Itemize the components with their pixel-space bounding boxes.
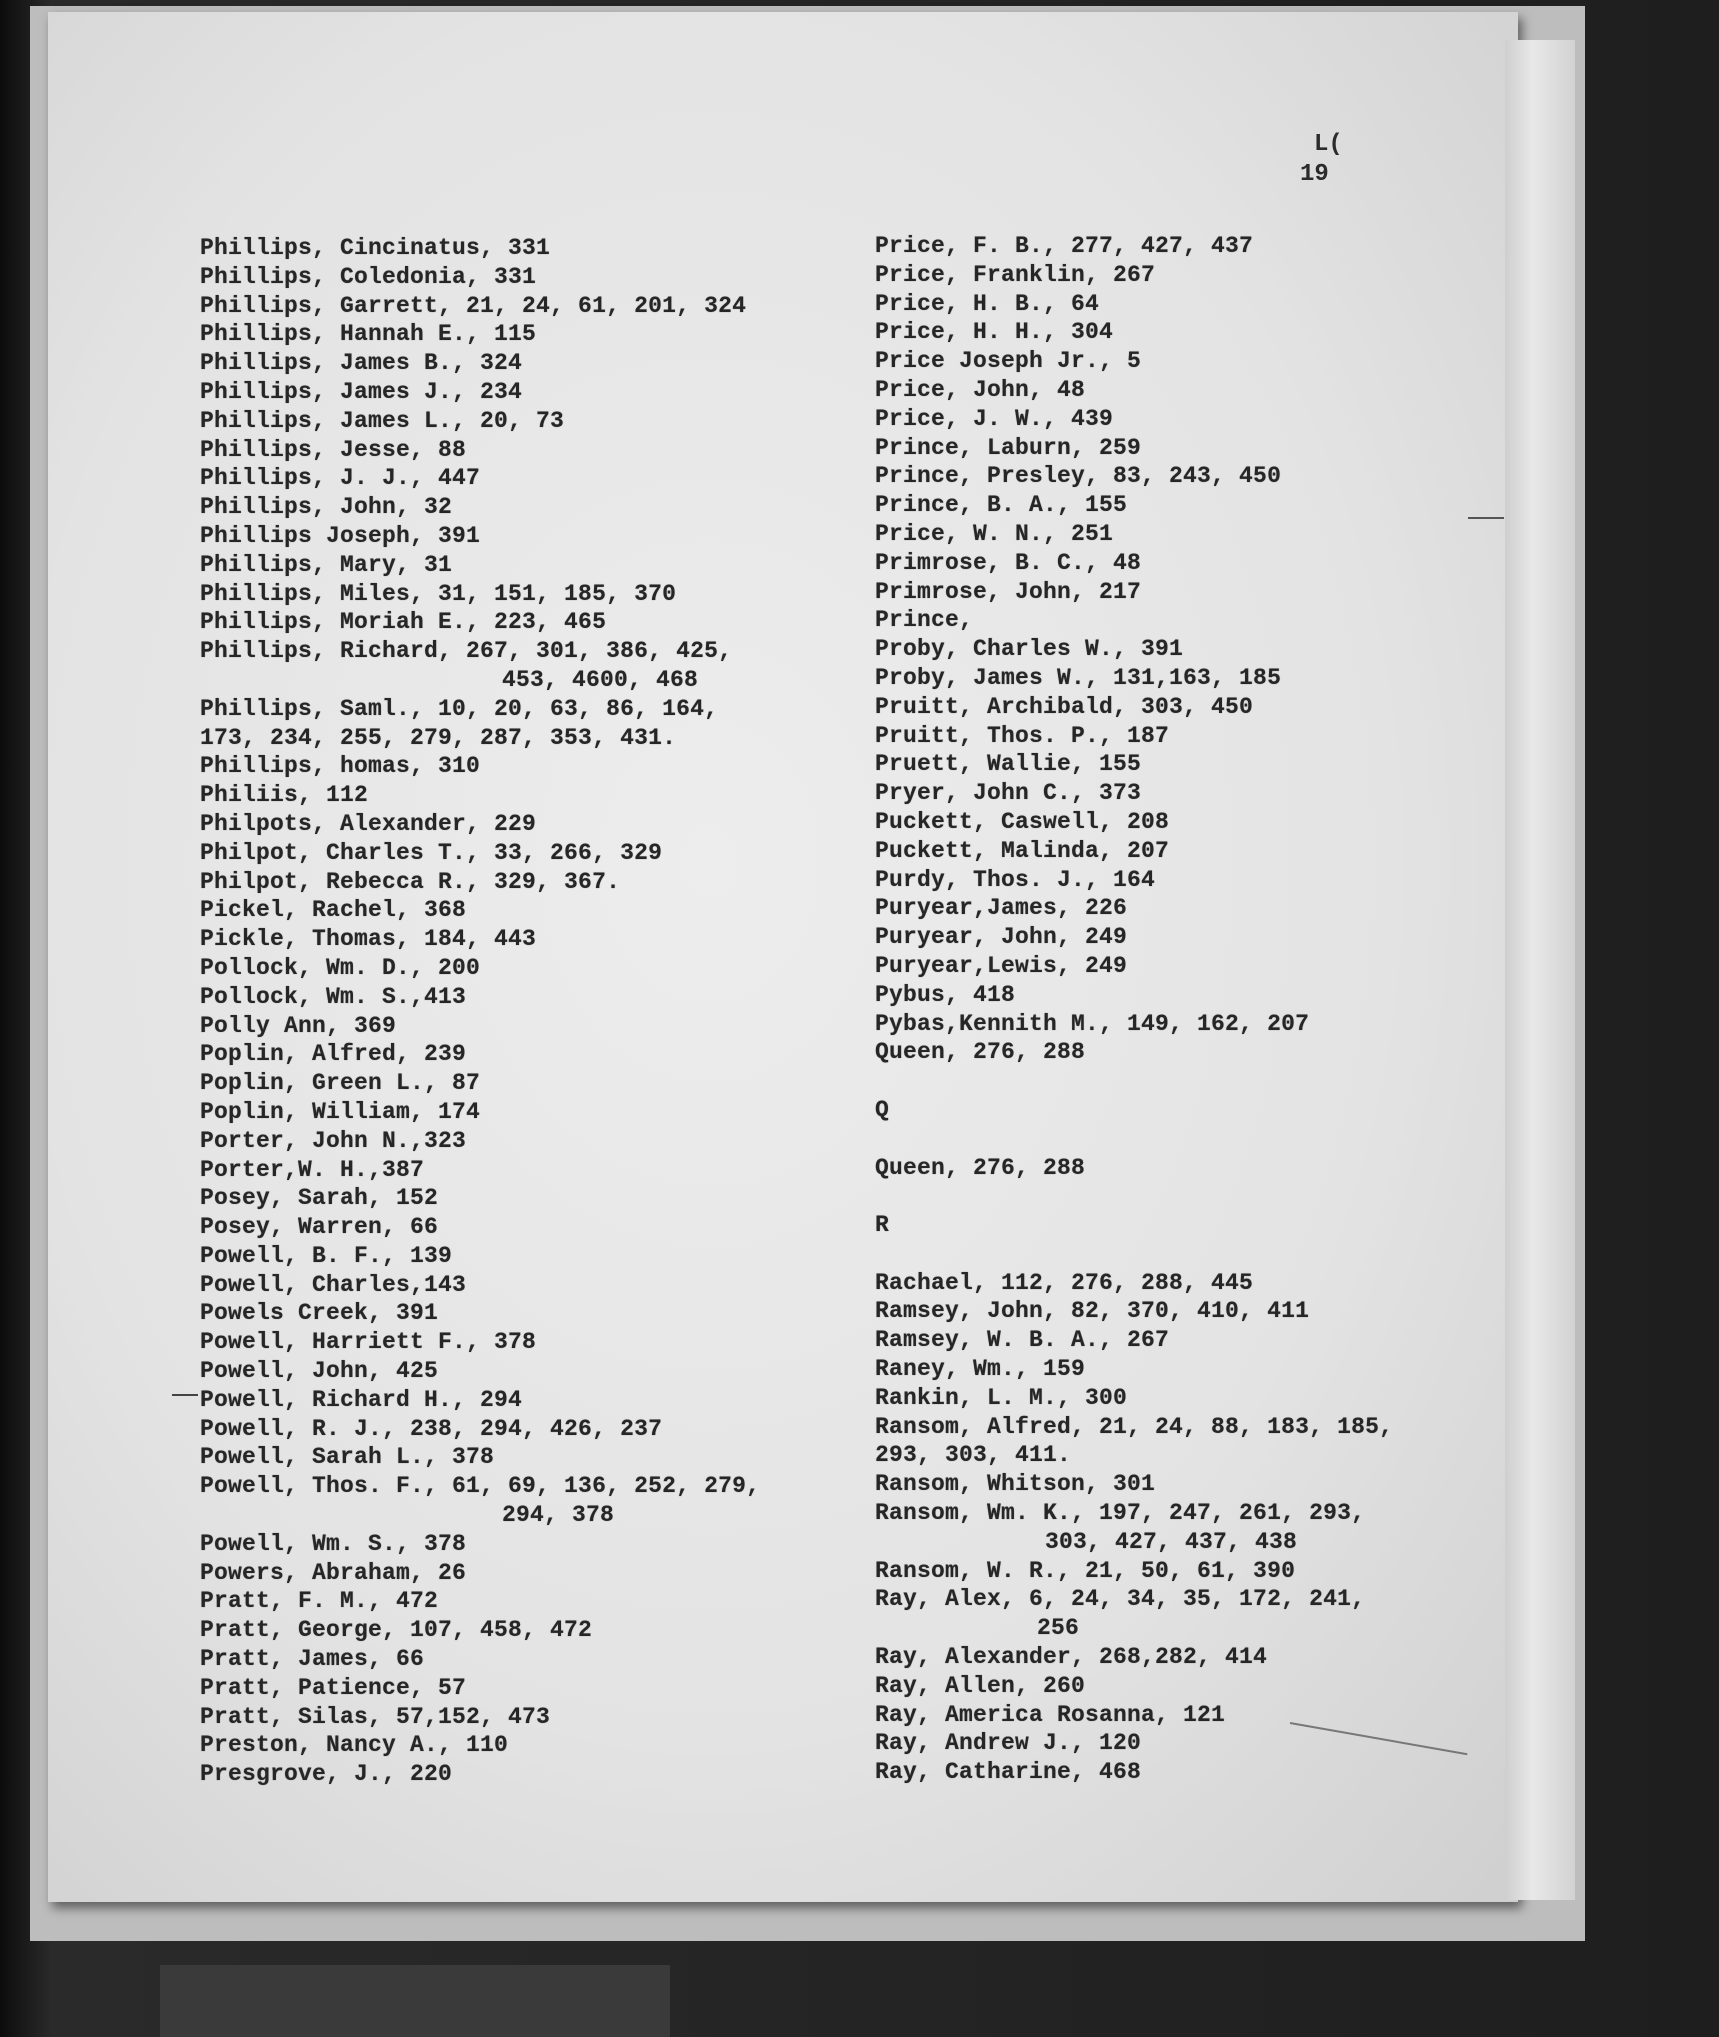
film-strip-gap	[160, 1965, 670, 2037]
index-entry: Ramsey, W. B. A., 267	[875, 1327, 1170, 1354]
index-entry: Price, J. W., 439	[875, 405, 1114, 432]
index-entry: Poplin, William, 174	[200, 1098, 481, 1125]
index-entry: Puckett, Malinda, 207	[875, 837, 1170, 864]
index-entry: Phillips, James L., 20, 73	[200, 407, 565, 434]
index-entry: Pickel, Rachel, 368	[200, 897, 467, 924]
index-entry: Primrose, John, 217	[875, 578, 1142, 605]
index-entry: Ramsey, John, 82, 370, 410, 411	[875, 1298, 1310, 1325]
index-entry: Phillips, Coledonia, 331	[200, 263, 537, 290]
index-entry: Price, H. B., 64	[875, 290, 1100, 317]
index-entry: Powers, Abraham, 26	[200, 1559, 467, 1586]
index-entry: Pybas,Kennith M., 149, 162, 207	[875, 1010, 1310, 1037]
index-entry: Pybus, 418	[875, 981, 1016, 1008]
index-entry: Phillips, Saml., 10, 20, 63, 86, 164,	[200, 695, 719, 722]
index-entry: Q	[875, 1096, 890, 1123]
index-entry: Pratt, Silas, 57,152, 473	[200, 1703, 551, 1730]
index-entry: Puryear,James, 226	[875, 895, 1128, 922]
index-entry: Phillips, Miles, 31, 151, 185, 370	[200, 580, 677, 607]
index-entry: Ray, Alex, 6, 24, 34, 35, 172, 241,	[875, 1586, 1366, 1613]
page-number-value: 19	[1300, 161, 1329, 188]
index-entry: Porter,W. H.,387	[200, 1156, 425, 1183]
index-entry: Queen, 276, 288	[875, 1039, 1086, 1066]
index-column-right	[875, 232, 1475, 1787]
index-entry: Puckett, Caswell, 208	[875, 808, 1170, 835]
index-entry: Price, W. N., 251	[875, 520, 1114, 547]
index-entry: Pollock, Wm. S.,413	[200, 983, 467, 1010]
index-entry-continuation: 294, 378	[502, 1502, 615, 1529]
index-entry: Rankin, L. M., 300	[875, 1384, 1128, 1411]
index-entry: Prince,	[875, 607, 974, 634]
index-entry: Pryer, John C., 373	[875, 780, 1142, 807]
index-entry: Poplin, Alfred, 239	[200, 1041, 467, 1068]
index-entry: Ransom, W. R., 21, 50, 61, 390	[875, 1557, 1296, 1584]
index-entry: Pratt, George, 107, 458, 472	[200, 1617, 593, 1644]
index-entry: Proby, James W., 131,163, 185	[875, 664, 1282, 691]
index-entry: Phillips, Richard, 267, 301, 386, 425,	[200, 638, 733, 665]
edge-tick-mark	[1468, 517, 1504, 519]
blank-line	[875, 1067, 1475, 1096]
index-entry: Pruitt, Thos. P., 187	[875, 722, 1170, 749]
index-entry: Powels Creek, 391	[200, 1300, 439, 1327]
index-entry: Ray, Allen, 260	[875, 1672, 1086, 1699]
index-entry: Powell, B. F., 139	[200, 1242, 453, 1269]
index-entry: Phillips, Jesse, 88	[200, 436, 467, 463]
index-entry: Puryear,Lewis, 249	[875, 952, 1128, 979]
index-entry: Ransom, Alfred, 21, 24, 88, 183, 185,	[875, 1413, 1394, 1440]
index-entry: Prince, B. A., 155	[875, 492, 1128, 519]
index-entry: Price, F. B., 277, 427, 437	[875, 233, 1254, 259]
index-entry: Powell, Harriett F., 378	[200, 1329, 537, 1356]
index-entry: Powell, Wm. S., 378	[200, 1530, 467, 1557]
index-entry: Queen, 276, 288	[875, 1154, 1086, 1181]
index-entry: Posey, Warren, 66	[200, 1214, 439, 1241]
index-entry: Puryear, John, 249	[875, 924, 1128, 951]
index-entry: Phillips, J. J., 447	[200, 465, 481, 492]
index-entry: Purdy, Thos. J., 164	[875, 866, 1156, 893]
index-entry: Pratt, F. M., 472	[200, 1588, 439, 1615]
index-entry: Price, John, 48	[875, 376, 1086, 403]
index-entry: Pickle, Thomas, 184, 443	[200, 926, 537, 953]
index-entry: Raney, Wm., 159	[875, 1356, 1086, 1383]
index-entry: Philiis, 112	[200, 782, 369, 809]
blank-line	[875, 1125, 1475, 1154]
index-entry-continuation: 256	[1037, 1615, 1080, 1642]
index-entry: Powell, Charles,143	[200, 1271, 467, 1298]
index-entry: Presgrove, J., 220	[200, 1761, 453, 1788]
index-entry: Pratt, Patience, 57	[200, 1674, 467, 1701]
index-entry: Ray, Alexander, 268,282, 414	[875, 1644, 1268, 1671]
index-entry: Phillips, homas, 310	[200, 753, 481, 780]
index-entry: Powell, Sarah L., 378	[200, 1444, 495, 1471]
index-entry: 173, 234, 255, 279, 287, 353, 431.	[200, 724, 677, 751]
index-entry: Pruett, Wallie, 155	[875, 751, 1142, 778]
index-entry: Ray, America Rosanna, 121	[875, 1701, 1226, 1728]
page-number	[1300, 130, 1343, 190]
page-curled-edge	[1505, 40, 1575, 1900]
index-entry: Proby, Charles W., 391	[875, 636, 1184, 663]
index-entry-continuation: 453, 4600, 468	[502, 666, 699, 693]
blank-line	[875, 1182, 1475, 1211]
index-entry: Price Joseph Jr., 5	[875, 348, 1142, 375]
index-entry: Ray, Catharine, 468	[875, 1759, 1142, 1786]
index-entry: Powell, Richard H., 294	[200, 1386, 523, 1413]
index-entry: Porter, John N.,323	[200, 1127, 467, 1154]
index-entry: Powell, John, 425	[200, 1358, 439, 1385]
index-entry: Phillips, Garrett, 21, 24, 61, 201, 324	[200, 292, 747, 319]
index-entry: Pollock, Wm. D., 200	[200, 954, 481, 981]
index-entry: Phillips, Cincinatus, 331	[200, 235, 551, 261]
index-entry: Ransom, Wm. K., 197, 247, 261, 293,	[875, 1500, 1366, 1527]
index-entry: Philpot, Charles T., 33, 266, 329	[200, 839, 663, 866]
index-entry: Phillips, Hannah E., 115	[200, 321, 537, 348]
index-entry: Phillips Joseph, 391	[200, 522, 481, 549]
index-entry: Price, Franklin, 267	[875, 261, 1156, 288]
index-entry: Ransom, Whitson, 301	[875, 1471, 1156, 1498]
index-entry: Phillips, John, 32	[200, 494, 453, 521]
index-entry: Rachael, 112, 276, 288, 445	[875, 1269, 1254, 1296]
index-entry: Philpot, Rebecca R., 329, 367.	[200, 868, 621, 895]
index-entry: Philpots, Alexander, 229	[200, 810, 537, 837]
index-entry: Phillips, James J., 234	[200, 378, 523, 405]
index-entry: Preston, Nancy A., 110	[200, 1732, 509, 1759]
index-entry: Phillips, Mary, 31	[200, 551, 453, 578]
index-entry-continuation: 303, 427, 437, 438	[1045, 1528, 1298, 1555]
index-entry: Price, H. H., 304	[875, 319, 1114, 346]
index-entry: Phillips, Moriah E., 223, 465	[200, 609, 607, 636]
index-entry: Poplin, Green L., 87	[200, 1070, 481, 1097]
index-entry: Posey, Sarah, 152	[200, 1185, 439, 1212]
index-entry: Powell, R. J., 238, 294, 426, 237	[200, 1415, 663, 1442]
index-entry: Ray, Andrew J., 120	[875, 1730, 1142, 1757]
index-entry: Primrose, B. C., 48	[875, 549, 1142, 576]
index-entry: 293, 303, 411.	[875, 1442, 1072, 1469]
margin-pencil-mark	[172, 1394, 198, 1396]
index-column-left	[200, 234, 870, 1789]
page-number-mark: L(	[1314, 131, 1343, 158]
index-entry: Pruitt, Archibald, 303, 450	[875, 693, 1254, 720]
index-entry: Powell, Thos. F., 61, 69, 136, 252, 279,	[200, 1473, 761, 1500]
index-entry: Prince, Presley, 83, 243, 450	[875, 463, 1282, 490]
index-entry: Pratt, James, 66	[200, 1646, 425, 1673]
index-entry: Phillips, James B., 324	[200, 350, 523, 377]
index-entry: R	[875, 1212, 890, 1239]
index-entry: Polly Ann, 369	[200, 1012, 397, 1039]
index-entry: Prince, Laburn, 259	[875, 434, 1142, 461]
blank-line	[875, 1240, 1475, 1269]
